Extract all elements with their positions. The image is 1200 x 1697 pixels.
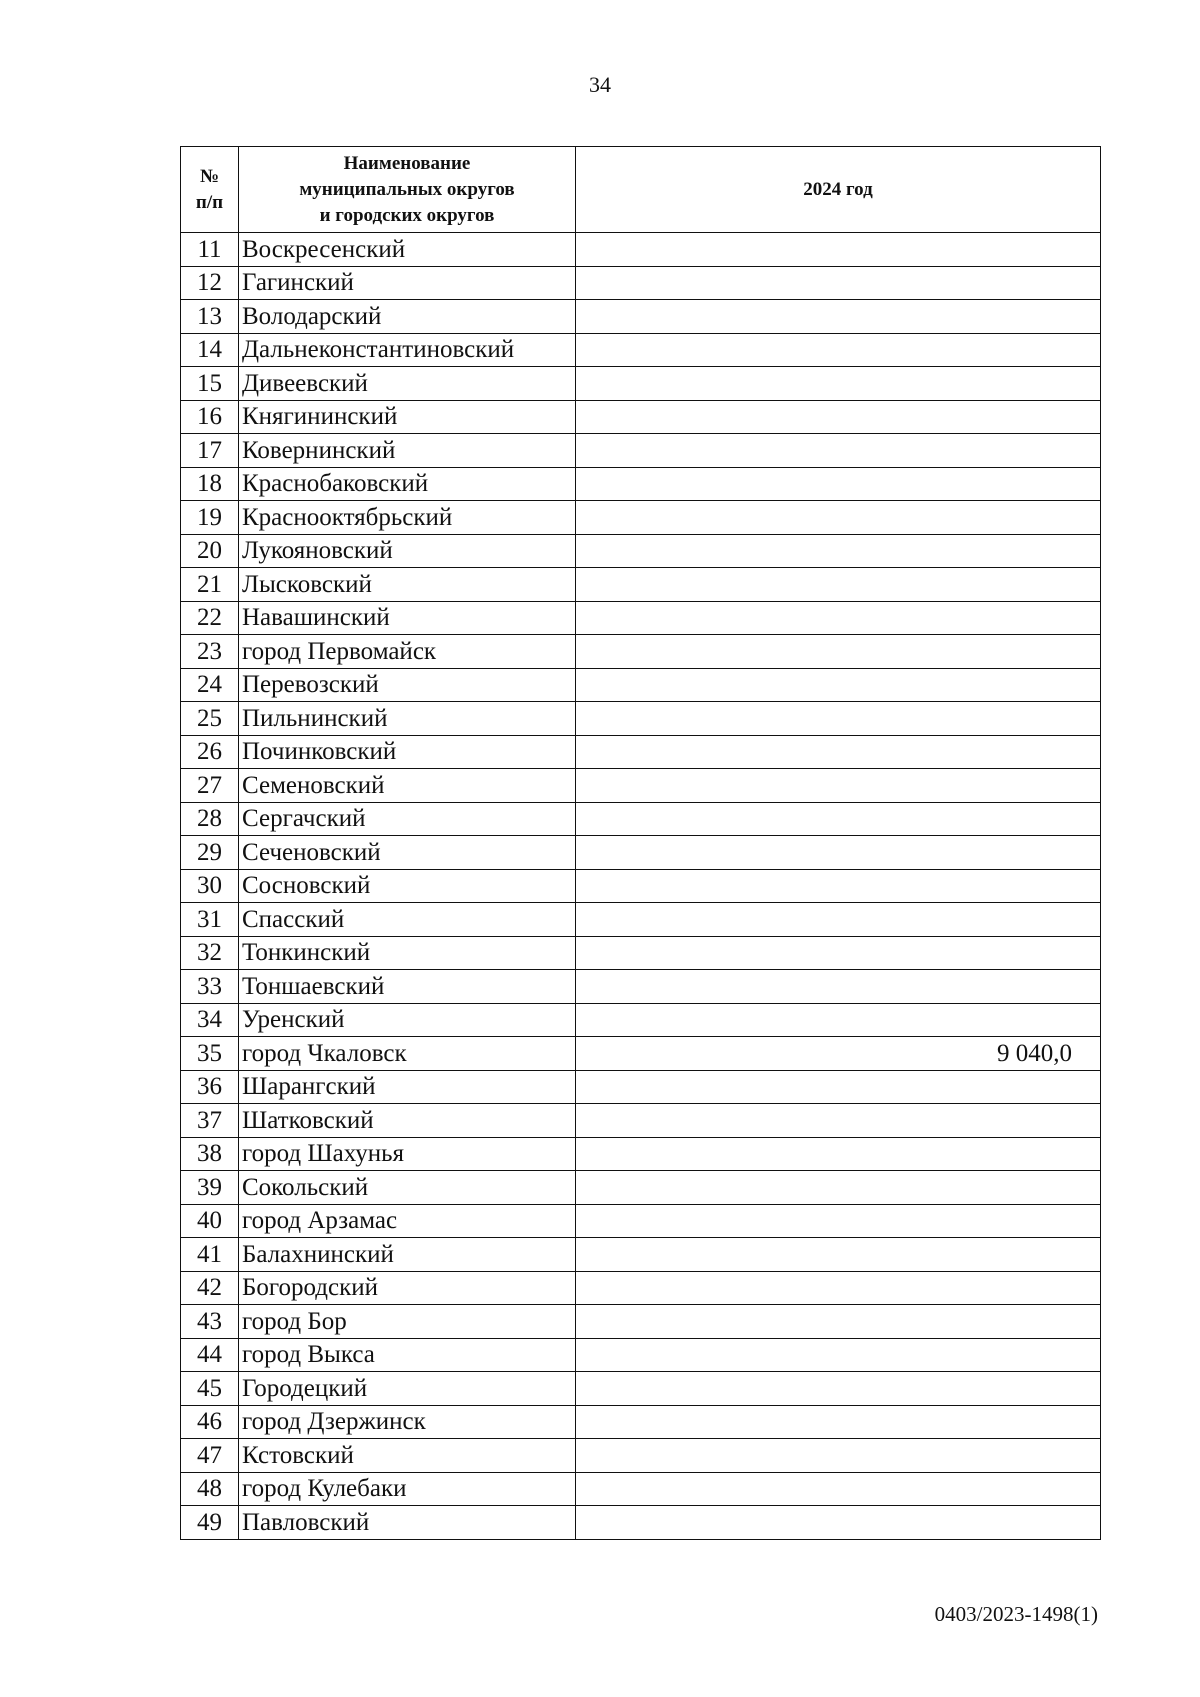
row-value: [576, 1171, 1101, 1205]
row-number: 22: [181, 601, 239, 635]
row-number: 42: [181, 1271, 239, 1305]
row-number: 26: [181, 735, 239, 769]
row-number: 48: [181, 1472, 239, 1506]
table-row: [181, 400, 1101, 434]
table-row: [181, 1204, 1101, 1238]
row-name: Дивеевский: [239, 367, 576, 401]
table-row: [181, 1271, 1101, 1305]
row-value: [576, 266, 1101, 300]
row-value: [576, 1305, 1101, 1339]
table-body: [181, 233, 1101, 1540]
row-number: 30: [181, 869, 239, 903]
row-number: 37: [181, 1104, 239, 1138]
row-name: Володарский: [239, 300, 576, 334]
row-value: [576, 1003, 1101, 1037]
row-value: [576, 400, 1101, 434]
row-number: 12: [181, 266, 239, 300]
row-value: [576, 1405, 1101, 1439]
row-value: [576, 936, 1101, 970]
row-value: 9 040,0: [576, 1037, 1101, 1071]
row-name: Дальнеконстантиновский: [239, 333, 576, 367]
table-row: [181, 1037, 1101, 1071]
row-number: 47: [181, 1439, 239, 1473]
row-value: [576, 635, 1101, 669]
row-number: 39: [181, 1171, 239, 1205]
row-number: 25: [181, 702, 239, 736]
row-number: 20: [181, 534, 239, 568]
row-value: [576, 869, 1101, 903]
row-name: Починковский: [239, 735, 576, 769]
row-name: Семеновский: [239, 769, 576, 803]
row-value: [576, 1238, 1101, 1272]
row-number: 19: [181, 501, 239, 535]
row-number: 16: [181, 400, 239, 434]
row-value: [576, 702, 1101, 736]
row-value: [576, 735, 1101, 769]
table-row: [181, 1405, 1101, 1439]
row-name: Сосновский: [239, 869, 576, 903]
row-name: Шарангский: [239, 1070, 576, 1104]
table-row: [181, 534, 1101, 568]
row-value: [576, 568, 1101, 602]
row-name: город Арзамас: [239, 1204, 576, 1238]
row-number: 23: [181, 635, 239, 669]
row-number: 46: [181, 1405, 239, 1439]
row-name: Лукояновский: [239, 534, 576, 568]
page-number: 34: [589, 72, 611, 97]
row-name: Шатковский: [239, 1104, 576, 1138]
table-row: [181, 869, 1101, 903]
row-value: [576, 300, 1101, 334]
row-number: 15: [181, 367, 239, 401]
row-number: 24: [181, 668, 239, 702]
row-name: Сокольский: [239, 1171, 576, 1205]
table-row: [181, 367, 1101, 401]
row-number: 41: [181, 1238, 239, 1272]
row-number: 36: [181, 1070, 239, 1104]
row-number: 35: [181, 1037, 239, 1071]
row-number: 28: [181, 802, 239, 836]
table-header-row: [181, 147, 1101, 233]
row-value: [576, 1439, 1101, 1473]
row-name: Ковернинский: [239, 434, 576, 468]
row-value: [576, 903, 1101, 937]
row-name: Воскресенский: [239, 233, 576, 267]
row-name: город Первомайск: [239, 635, 576, 669]
row-value: [576, 534, 1101, 568]
row-value: [576, 467, 1101, 501]
row-number: 11: [181, 233, 239, 267]
table-row: [181, 702, 1101, 736]
row-value: [576, 1372, 1101, 1406]
table-row: [181, 1171, 1101, 1205]
row-name: город Шахунья: [239, 1137, 576, 1171]
table-row: [181, 1305, 1101, 1339]
table-row: [181, 1439, 1101, 1473]
row-value: [576, 769, 1101, 803]
row-name: Гагинский: [239, 266, 576, 300]
row-name: город Дзержинск: [239, 1405, 576, 1439]
row-value: [576, 333, 1101, 367]
table-row: [181, 1137, 1101, 1171]
row-value: [576, 836, 1101, 870]
row-name: Балахнинский: [239, 1238, 576, 1272]
row-name: Перевозский: [239, 668, 576, 702]
table-row: [181, 300, 1101, 334]
row-name: Княгининский: [239, 400, 576, 434]
document-id: 0403/2023-1498(1): [934, 1602, 1098, 1626]
row-value: [576, 1137, 1101, 1171]
row-number: 45: [181, 1372, 239, 1406]
row-number: 14: [181, 333, 239, 367]
table-row: [181, 1003, 1101, 1037]
row-name: Тоншаевский: [239, 970, 576, 1004]
table-row: [181, 568, 1101, 602]
row-name: Павловский: [239, 1506, 576, 1540]
row-value: [576, 367, 1101, 401]
row-name: Кстовский: [239, 1439, 576, 1473]
row-number: 49: [181, 1506, 239, 1540]
table-row: [181, 970, 1101, 1004]
table-row: [181, 467, 1101, 501]
row-number: 31: [181, 903, 239, 937]
row-value: [576, 601, 1101, 635]
row-value: [576, 501, 1101, 535]
row-number: 21: [181, 568, 239, 602]
row-name: город Выкса: [239, 1338, 576, 1372]
row-number: 38: [181, 1137, 239, 1171]
row-value: [576, 1104, 1101, 1138]
table-row: [181, 668, 1101, 702]
row-name: город Кулебаки: [239, 1472, 576, 1506]
row-value: [576, 970, 1101, 1004]
table-row: [181, 1104, 1101, 1138]
row-number: 18: [181, 467, 239, 501]
table-row: [181, 802, 1101, 836]
row-name: Навашинский: [239, 601, 576, 635]
row-number: 40: [181, 1204, 239, 1238]
row-number: 34: [181, 1003, 239, 1037]
row-name: город Бор: [239, 1305, 576, 1339]
municipal-districts-table: [180, 146, 1101, 1540]
table-row: [181, 735, 1101, 769]
row-number: 43: [181, 1305, 239, 1339]
table-row: [181, 635, 1101, 669]
row-value: [576, 233, 1101, 267]
row-name: Городецкий: [239, 1372, 576, 1406]
row-value: [576, 1271, 1101, 1305]
table-row: [181, 1506, 1101, 1540]
table-row: [181, 501, 1101, 535]
table-row: [181, 903, 1101, 937]
table-row: [181, 266, 1101, 300]
row-number: 13: [181, 300, 239, 334]
row-value: [576, 434, 1101, 468]
table-row: [181, 1238, 1101, 1272]
table-row: [181, 836, 1101, 870]
row-name: Уренский: [239, 1003, 576, 1037]
row-name: Сеченовский: [239, 836, 576, 870]
table-row: [181, 333, 1101, 367]
table-row: [181, 769, 1101, 803]
row-name: Тонкинский: [239, 936, 576, 970]
table-row: [181, 1070, 1101, 1104]
row-name: Спасский: [239, 903, 576, 937]
row-number: 29: [181, 836, 239, 870]
row-value: [576, 668, 1101, 702]
table-row: [181, 233, 1101, 267]
row-number: 33: [181, 970, 239, 1004]
header-number: № п/п: [181, 147, 239, 233]
row-value: [576, 1070, 1101, 1104]
row-value: [576, 1204, 1101, 1238]
row-number: 32: [181, 936, 239, 970]
table-row: [181, 936, 1101, 970]
table-row: [181, 434, 1101, 468]
row-name: Богородский: [239, 1271, 576, 1305]
row-value: [576, 1472, 1101, 1506]
header-year: 2024 год: [576, 147, 1101, 233]
row-value: [576, 1338, 1101, 1372]
row-name: город Чкаловск: [239, 1037, 576, 1071]
row-name: Лысковский: [239, 568, 576, 602]
row-name: Пильнинский: [239, 702, 576, 736]
header-name: Наименование муниципальных округов и городских округов: [239, 147, 576, 233]
table-row: [181, 1338, 1101, 1372]
row-name: Краснооктябрьский: [239, 501, 576, 535]
table-row: [181, 601, 1101, 635]
row-number: 17: [181, 434, 239, 468]
row-name: Сергачский: [239, 802, 576, 836]
row-number: 27: [181, 769, 239, 803]
row-name: Краснобаковский: [239, 467, 576, 501]
row-value: [576, 1506, 1101, 1540]
table-row: [181, 1472, 1101, 1506]
row-number: 44: [181, 1338, 239, 1372]
row-value: [576, 802, 1101, 836]
table-row: [181, 1372, 1101, 1406]
